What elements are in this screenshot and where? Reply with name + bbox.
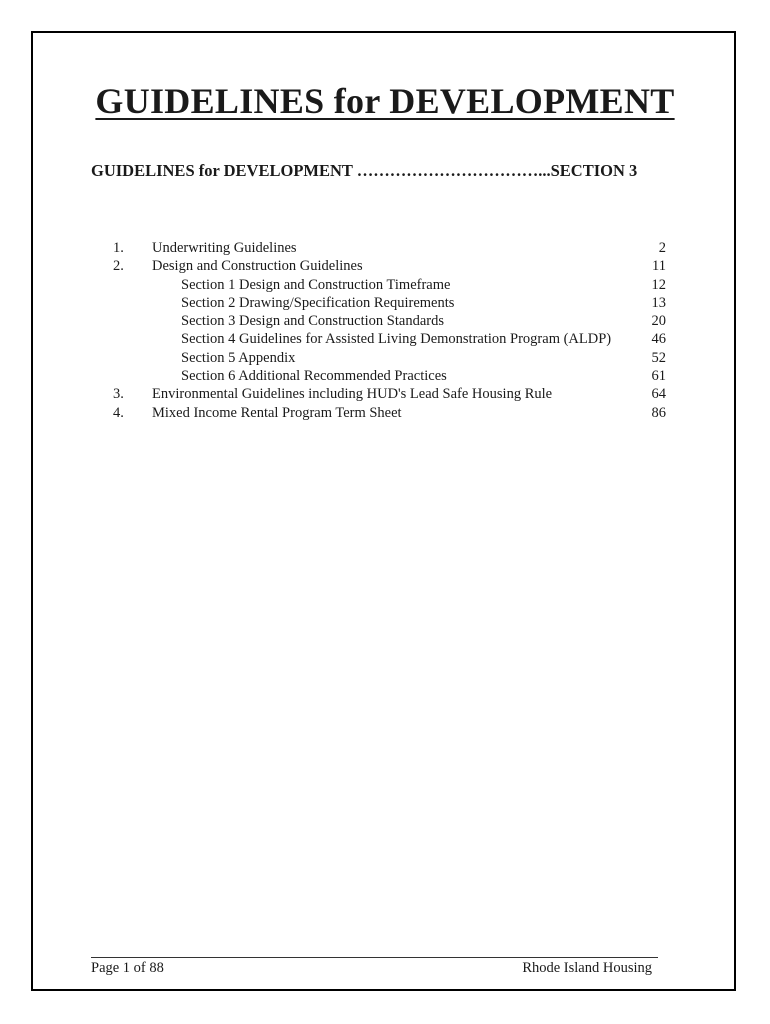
table-of-contents: [0, 239, 770, 422]
toc-entry-title: Section 4 Guidelines for Assisted Living Demonstration Program (ALDP): [181, 331, 612, 348]
toc-subentry-section-3: [0, 312, 770, 330]
toc-entry-title: Mixed Income Rental Program Term Sheet: [152, 404, 402, 421]
toc-entry-title: Environmental Guidelines including HUD's Lead Safe Housing Rule: [152, 386, 553, 403]
toc-entry-page: 13: [651, 294, 666, 311]
document-title: GUIDELINES for DEVELOPMENT: [95, 81, 675, 121]
toc-entry-title: Underwriting Guidelines: [152, 240, 297, 256]
toc-entry-page: 61: [651, 368, 666, 385]
toc-entry-title: Section 5 Appendix: [181, 349, 296, 366]
toc-entry-page: 20: [651, 313, 666, 330]
toc-subentry-section-1: [0, 276, 770, 294]
toc-entry-title: Section 2 Drawing/Specification Requirements: [181, 294, 455, 311]
toc-entry-page: 64: [651, 386, 666, 403]
footer-organization: Rhode Island Housing: [522, 960, 652, 976]
footer-divider: [91, 957, 658, 958]
toc-entry-page: 86: [651, 404, 666, 421]
page-number: Page 1 of 88: [91, 960, 164, 976]
toc-entry-mixed-income: [0, 404, 770, 422]
toc-entry-number: 2.: [113, 258, 124, 275]
toc-entry-underwriting: [0, 239, 770, 257]
toc-entry-page: 12: [651, 276, 666, 293]
toc-entry-title: Section 3 Design and Construction Standards: [181, 313, 444, 330]
toc-entry-number: 3.: [113, 386, 124, 403]
toc-entry-page: 46: [651, 331, 666, 348]
toc-subentry-section-5: [0, 349, 770, 367]
toc-entry-title: Section 1 Design and Construction Timeframe: [181, 276, 451, 293]
toc-subentry-section-4: [0, 330, 770, 348]
toc-subentry-section-6: [0, 367, 770, 385]
toc-entry-page: 11: [652, 258, 666, 275]
toc-entry-number: 4.: [113, 404, 124, 421]
toc-entry-number: 1.: [113, 240, 124, 256]
toc-entry-environmental: [0, 385, 770, 403]
toc-entry-design-construction: [0, 257, 770, 275]
toc-entry-page: 2: [658, 240, 666, 256]
toc-entry-title: Section 6 Additional Recommended Practices: [181, 368, 447, 385]
toc-entry-page: 52: [651, 349, 666, 366]
section-heading: GUIDELINES for DEVELOPMENT ……………………………...SECTION 3: [91, 161, 638, 180]
toc-entry-title: Design and Construction Guidelines: [152, 258, 363, 275]
toc-subentry-section-2: [0, 294, 770, 312]
